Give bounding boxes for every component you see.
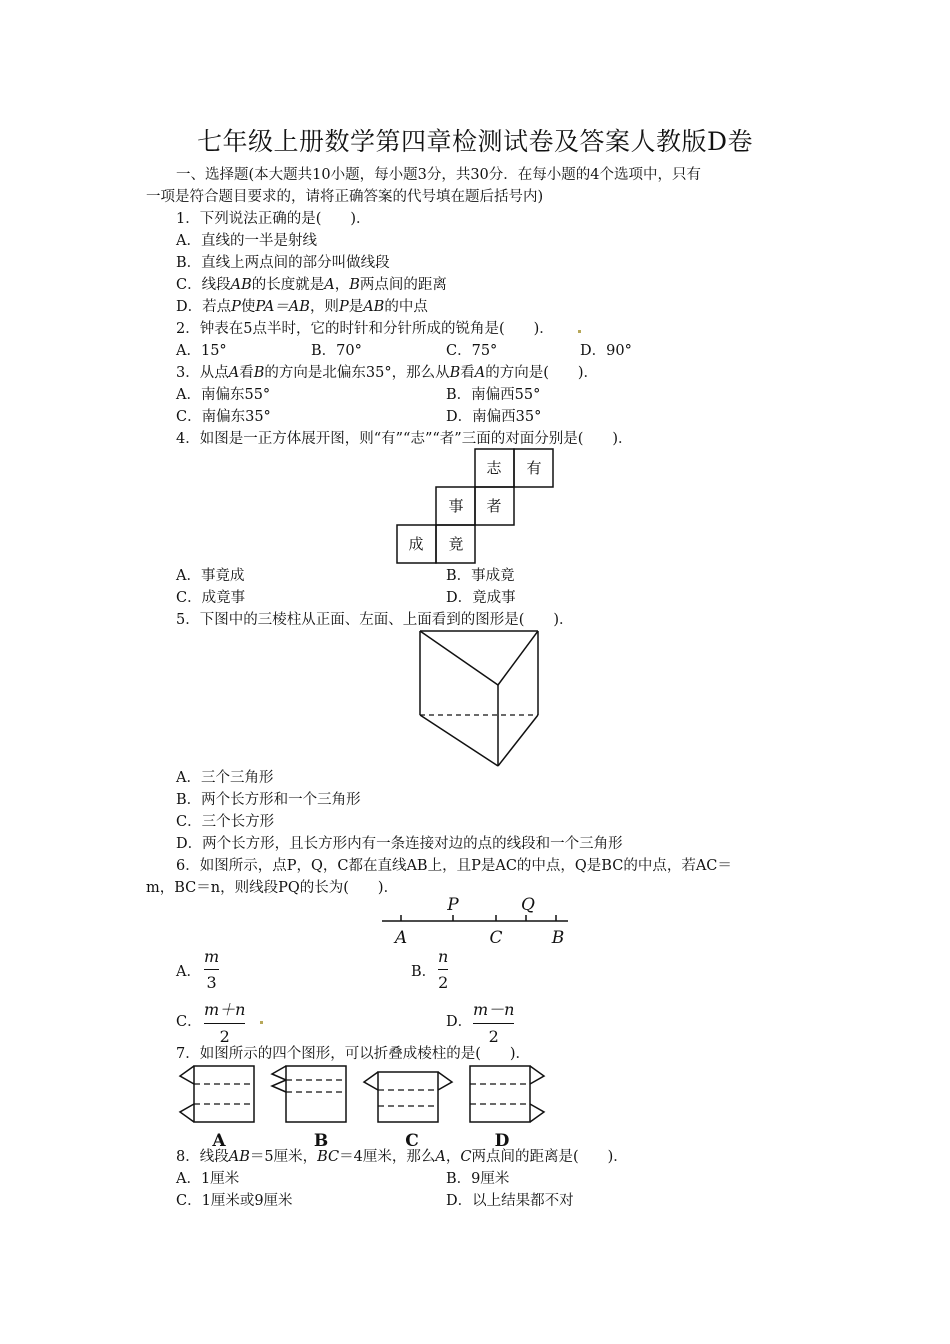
q6-option-b-fraction: n 2 bbox=[438, 947, 449, 992]
section-intro-line1: 一、选择题(本大题共10小题，每小题3分，共30分．在每小题的4个选项中，只有 bbox=[176, 167, 702, 183]
q3-option-b: B．南偏西55° bbox=[446, 387, 541, 403]
point-a-label: A bbox=[394, 928, 408, 948]
q7-stem: 7．如图所示的四个图形，可以折叠成棱柱的是( )． bbox=[176, 1046, 531, 1062]
q8-option-d: D．以上结果都不对 bbox=[446, 1193, 574, 1209]
page-title: 七年级上册数学第四章检测试卷及答案人教版D卷 bbox=[196, 127, 754, 156]
scan-speck bbox=[260, 1021, 263, 1024]
scan-speck bbox=[578, 330, 581, 333]
cube-face-cheng: 成 bbox=[408, 535, 424, 553]
q6-option-c-fraction: m＋n 2 bbox=[204, 1000, 246, 1046]
q6-stem-line2: m，BC＝n，则线段PQ的长为( )． bbox=[146, 880, 399, 896]
q4-stem: 4．如图是一正方体展开图，则“有”“志”“者”三面的对面分别是( )． bbox=[176, 431, 633, 447]
q6-option-a-label: A． bbox=[176, 964, 201, 980]
q5-option-d: D．两个长方形，且长方形内有一条连接对边的点的线段和一个三角形 bbox=[176, 836, 623, 852]
cube-face-shi: 事 bbox=[448, 497, 464, 515]
q8-option-c: C．1厘米或9厘米 bbox=[176, 1193, 293, 1209]
q6-stem-line1: 6．如图所示，点P，Q，C都在直线AB上，且P是AC的中点，Q是BC的中点，若AC＝ bbox=[176, 858, 732, 874]
q4-option-a: A．事竟成 bbox=[176, 568, 245, 584]
q8-stem: 8．线段AB＝5厘米，BC＝4厘米，那么A，C两点间的距离是( )． bbox=[176, 1149, 628, 1165]
net-a-label: A bbox=[212, 1131, 226, 1150]
q2-option-d: D．90° bbox=[580, 343, 632, 359]
point-b-label: B bbox=[551, 928, 565, 948]
q6-option-c-label: C． bbox=[176, 1014, 202, 1030]
prism-nets-figure bbox=[174, 1062, 554, 1150]
q1-option-d: D．若点P使PA＝AB，则P是AB的中点 bbox=[176, 299, 428, 315]
q2-option-b: B．70° bbox=[311, 343, 362, 359]
section-intro-line2: 一项是符合题目要求的，请将正确答案的代号填在题后括号内) bbox=[146, 189, 544, 205]
q1-stem: 1．下列说法正确的是( )． bbox=[176, 211, 371, 227]
cube-face-you: 有 bbox=[526, 459, 542, 477]
q5-option-b: B．两个长方形和一个三角形 bbox=[176, 792, 361, 808]
q4-option-d: D．竟成事 bbox=[446, 590, 516, 606]
triangular-prism-figure bbox=[414, 628, 544, 770]
q6-option-d-fraction: m－n 2 bbox=[473, 1000, 515, 1046]
q3-stem: 3．从点A看B的方向是北偏东35°，那么从B看A的方向是( )． bbox=[176, 365, 599, 381]
q4-option-b: B．事成竟 bbox=[446, 568, 515, 584]
cube-face-jing: 竟 bbox=[448, 535, 464, 553]
net-d-label: D bbox=[494, 1131, 510, 1150]
q3-option-c: C．南偏东35° bbox=[176, 409, 271, 425]
q4-option-c: C．成竟事 bbox=[176, 590, 246, 606]
point-q-label: Q bbox=[521, 895, 535, 915]
q3-option-d: D．南偏西35° bbox=[446, 409, 542, 425]
cube-net-figure bbox=[394, 448, 558, 568]
cube-face-zhi: 志 bbox=[486, 459, 502, 477]
point-p-label: P bbox=[447, 895, 459, 915]
cube-face-zhe: 者 bbox=[486, 497, 502, 515]
q6-option-b-label: B． bbox=[411, 964, 437, 980]
q1-option-b: B．直线上两点间的部分叫做线段 bbox=[176, 255, 390, 271]
q2-option-c: C．75° bbox=[446, 343, 498, 359]
q1-option-a: A．直线的一半是射线 bbox=[176, 233, 317, 249]
q6-option-a-fraction: m 3 bbox=[204, 947, 220, 992]
q2-option-a: A．15° bbox=[176, 343, 227, 359]
q5-option-a: A．三个三角形 bbox=[176, 770, 274, 786]
q5-option-c: C．三个长方形 bbox=[176, 814, 275, 830]
q1-option-c: C．线段AB的长度就是A，B两点间的距离 bbox=[176, 277, 447, 293]
q8-option-a: A．1厘米 bbox=[176, 1171, 240, 1187]
point-c-label: C bbox=[489, 928, 503, 948]
net-c-label: C bbox=[405, 1131, 419, 1150]
q3-option-a: A．南偏东55° bbox=[176, 387, 271, 403]
q2-stem: 2．钟表在5点半时，它的时针和分针所成的锐角是( )． bbox=[176, 321, 554, 337]
q6-option-d-label: D． bbox=[446, 1014, 473, 1030]
q8-option-b: B．9厘米 bbox=[446, 1171, 510, 1187]
net-b-label: B bbox=[313, 1131, 329, 1150]
number-line-figure bbox=[378, 893, 574, 949]
q5-stem: 5．下图中的三棱柱从正面、左面、上面看到的图形是( )． bbox=[176, 612, 574, 628]
